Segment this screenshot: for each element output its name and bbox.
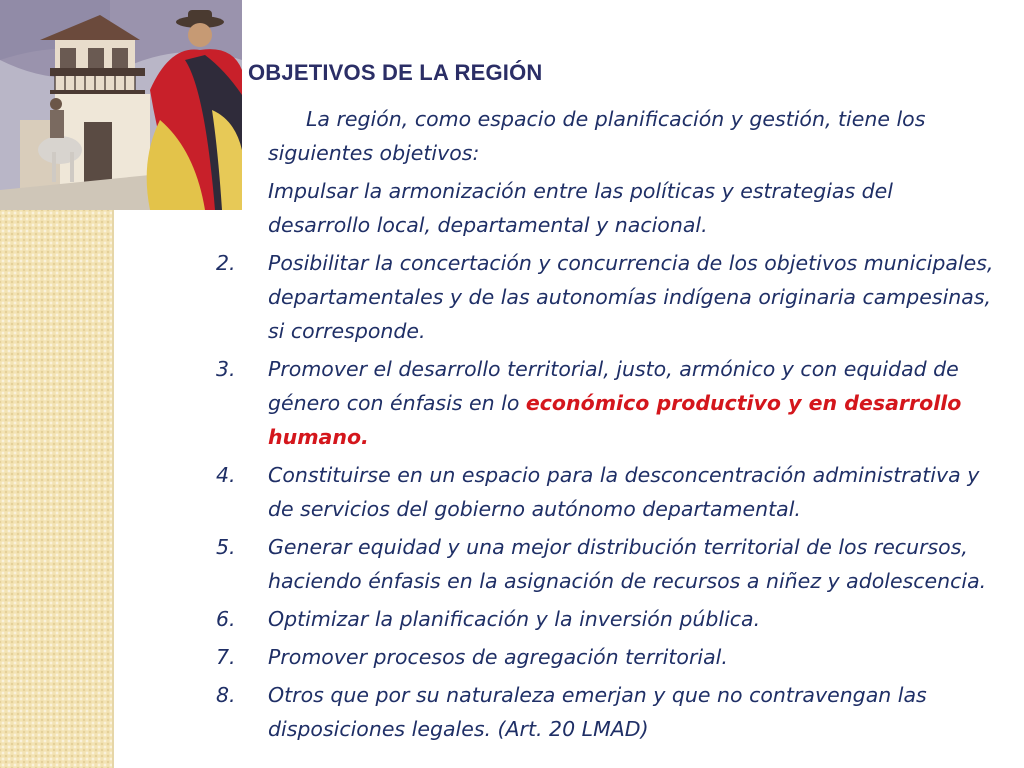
- item-text: Promover procesos de agregación territorial.: [268, 645, 728, 669]
- item-number: 6.: [216, 607, 236, 631]
- item-text-with-highlight: [268, 352, 1000, 454]
- objective-item: [200, 640, 1000, 674]
- item-number: [200, 174, 268, 242]
- objective-item: [200, 352, 1000, 454]
- slide-title: OBJETIVOS DE LA REGIÓN: [248, 60, 543, 85]
- item-number: 4.: [216, 463, 236, 487]
- item-text: Posibilitar la concertación y concurrencia de los objetivos municipales, departamentales y de las autonomías indígena originaria campesinas, si corresponde.: [268, 251, 994, 343]
- objective-item: [200, 174, 1000, 242]
- item-text: Impulsar la armonización entre las políticas y estrategias del desarrollo local, departamental y nacional.: [268, 179, 893, 237]
- objective-item: [200, 458, 1000, 526]
- objective-item: [200, 246, 1000, 348]
- item-number: 7.: [216, 645, 236, 669]
- item-text: Constituirse en un espacio para la desconcentración administrativa y de servicios del gobierno autónomo departamental.: [268, 463, 980, 521]
- objectives-content: [200, 102, 1000, 750]
- item-number: 8.: [216, 683, 236, 707]
- item-text-plain: Promover el desarrollo territorial, justo, armónico y con equidad de género con énfasis en lo: [268, 357, 959, 415]
- item-text-highlight: económico productivo y en desarrollo humano.: [268, 391, 962, 449]
- objective-item: [200, 602, 1000, 636]
- item-number: 3.: [216, 357, 236, 381]
- intro-paragraph: La región, como espacio de planificación y gestión, tiene los siguientes objetivos:: [268, 107, 926, 165]
- item-number: 5.: [216, 535, 236, 559]
- item-text: Otros que por su naturaleza emerjan y que no contravengan las disposiciones legales. (Art. 20 LMAD): [268, 683, 927, 741]
- item-text: Generar equidad y una mejor distribución territorial de los recursos, haciendo énfasis en la asignación de recursos a niñez y adolescencia.: [268, 535, 987, 593]
- item-number: 2.: [216, 251, 236, 275]
- objective-item: [200, 530, 1000, 598]
- objective-item: [200, 678, 1000, 746]
- item-text: Optimizar la planificación y la inversión pública.: [268, 607, 761, 631]
